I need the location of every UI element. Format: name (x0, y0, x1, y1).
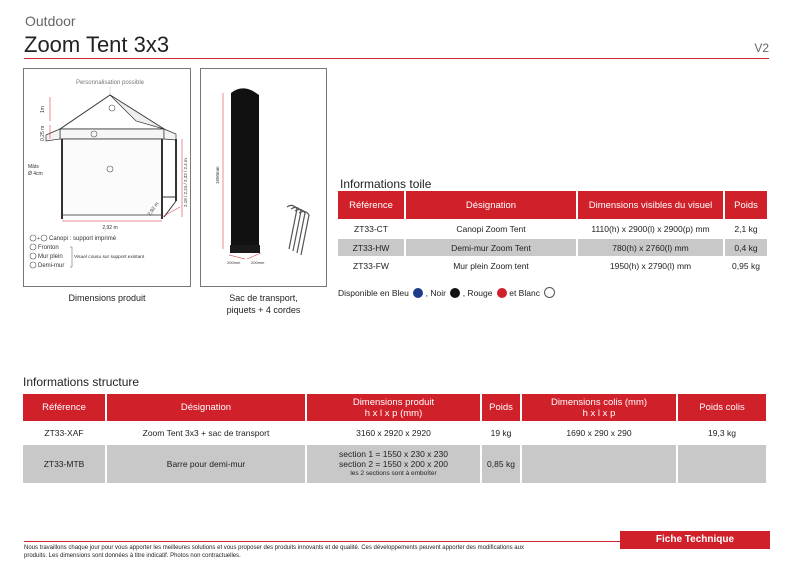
toile-table (336, 190, 769, 276)
dim-1m: 1m (40, 106, 46, 113)
header-divider (24, 58, 769, 59)
struct-cell: 0,85 kg (482, 445, 520, 483)
struct-header-dim: Dimensions produit h x l x p (mm) (307, 394, 480, 421)
struct-cell: 19 kg (490, 428, 512, 438)
blanc-swatch-icon (544, 287, 555, 298)
bag-height-dim: 1650mm (215, 166, 220, 184)
toile-cell: 0,95 kg (732, 261, 760, 271)
structure-section-title: Informations structure (23, 375, 140, 389)
struct-cell (678, 445, 766, 483)
color-blanc-label: et Blanc (509, 288, 540, 298)
mats-label: Mâts (28, 164, 39, 170)
toile-cell: 0,4 kg (725, 239, 767, 256)
bag-drawing-box (200, 68, 327, 287)
height-dims: 2,18 / 2,24 / 2,32 / 2,4 m (183, 158, 188, 207)
toile-cell: 2,1 kg (734, 224, 758, 234)
struct-header-ref: Référence (23, 394, 105, 421)
bleu-swatch-icon (413, 288, 423, 298)
legend-fronton: Fronton (38, 245, 59, 251)
toile-header-ref: Référence (338, 191, 404, 219)
color-rouge-label: , Rouge (462, 288, 493, 298)
page-title: Zoom Tent 3x3 (24, 32, 170, 57)
bag-drawing (201, 69, 326, 286)
struct-header-poids-colis: Poids colis (678, 394, 766, 421)
struct-cell: 19,3 kg (708, 428, 736, 438)
footer-divider (24, 541, 620, 542)
struct-header-des: Désignation (107, 394, 305, 421)
toile-cell: Mur plein Zoom tent (453, 261, 529, 271)
toile-section-title: Informations toile (340, 177, 432, 191)
color-availability (338, 287, 555, 298)
struct-header-poids: Poids (482, 394, 520, 421)
toile-cell: 1950(h) x 2790(l) mm (609, 261, 692, 271)
toile-cell: 1110(h) x 2900(l) x 2900(p) mm (591, 224, 710, 234)
structure-table (21, 393, 768, 484)
mats-diameter: Ø 4cm (28, 171, 43, 177)
toile-cell: 780(h) x 2760(l) mm (578, 239, 723, 256)
noir-swatch-icon (450, 288, 460, 298)
table-row (338, 239, 767, 256)
toile-cell: ZT33-CT (354, 224, 388, 234)
product-drawing-box (23, 68, 191, 287)
toile-cell: ZT33-FW (353, 261, 389, 271)
struct-cell: 1690 x 290 x 290 (566, 428, 632, 438)
struct-cell: Barre pour demi-mur (107, 445, 305, 483)
legend-demi-mur: Demi-mur (38, 263, 65, 269)
struct-cell: section 1 = 1550 x 230 x 230 section 2 = 1550 x 200 x 200 les 2 sections sont à emboîter (307, 445, 480, 483)
toile-header-poids: Poids (725, 191, 767, 219)
toile-header-des: Désignation (406, 191, 576, 219)
toile-cell: Demi-mur Zoom Tent (406, 239, 576, 256)
stakes (287, 205, 309, 255)
bag-caption-line1: Sac de transport, (229, 293, 298, 303)
width-dim: 2,92 m (102, 225, 118, 231)
legend-mur-plein: Mur plein (38, 254, 63, 260)
depth-dim: 2,92 m (146, 201, 161, 218)
struct-cell: ZT33-XAF (44, 428, 84, 438)
toile-header-dim: Dimensions visibles du visuel (578, 191, 723, 219)
toile-cell: Canopi Zoom Tent (456, 224, 526, 234)
colors-intro: Disponible en Bleu (338, 288, 409, 298)
legend-canopi: Canopi : support imprimé (49, 236, 117, 242)
table-row (23, 422, 766, 444)
struct-header-colis: Dimensions colis (mm) h x l x p (522, 394, 676, 421)
struct-cell (522, 445, 676, 483)
category-label: Outdoor (25, 13, 76, 29)
footer-note: Nous travaillons chaque jour pour vous apporter les meilleures solutions et vous proposer des produits innovants et de qualité. Ces développements peuvent apporter des modifications aux produits. Les dimensions sont données à titre indicatif. Photos non contractuelles. (24, 545, 524, 559)
table-row (338, 220, 767, 238)
svg-text:+: + (37, 236, 40, 242)
table-row (338, 257, 767, 275)
legend-side-note: Visuel cousu sur support existant (74, 255, 145, 260)
bag-dim-b: 200mm (251, 260, 265, 265)
tent-drawing (24, 69, 190, 286)
version-label: V2 (754, 41, 769, 55)
bag-caption-line2: piquets + 4 cordes (226, 305, 301, 315)
struct-cell: 3160 x 2920 x 2920 (356, 428, 431, 438)
custom-label: Personnalisation possible (75, 80, 145, 86)
table-row (23, 445, 766, 483)
product-caption: Dimensions produit (68, 293, 146, 303)
dim-025: 0,25 m (40, 125, 46, 141)
fiche-technique-badge: Fiche Technique (620, 531, 770, 549)
rouge-swatch-icon (497, 288, 507, 298)
struct-cell: Zoom Tent 3x3 + sac de transport (142, 428, 270, 438)
bag-dim-a: 200mm (227, 260, 241, 265)
color-noir-label: , Noir (425, 288, 446, 298)
toile-cell: ZT33-HW (338, 239, 404, 256)
struct-cell: ZT33-MTB (23, 445, 105, 483)
